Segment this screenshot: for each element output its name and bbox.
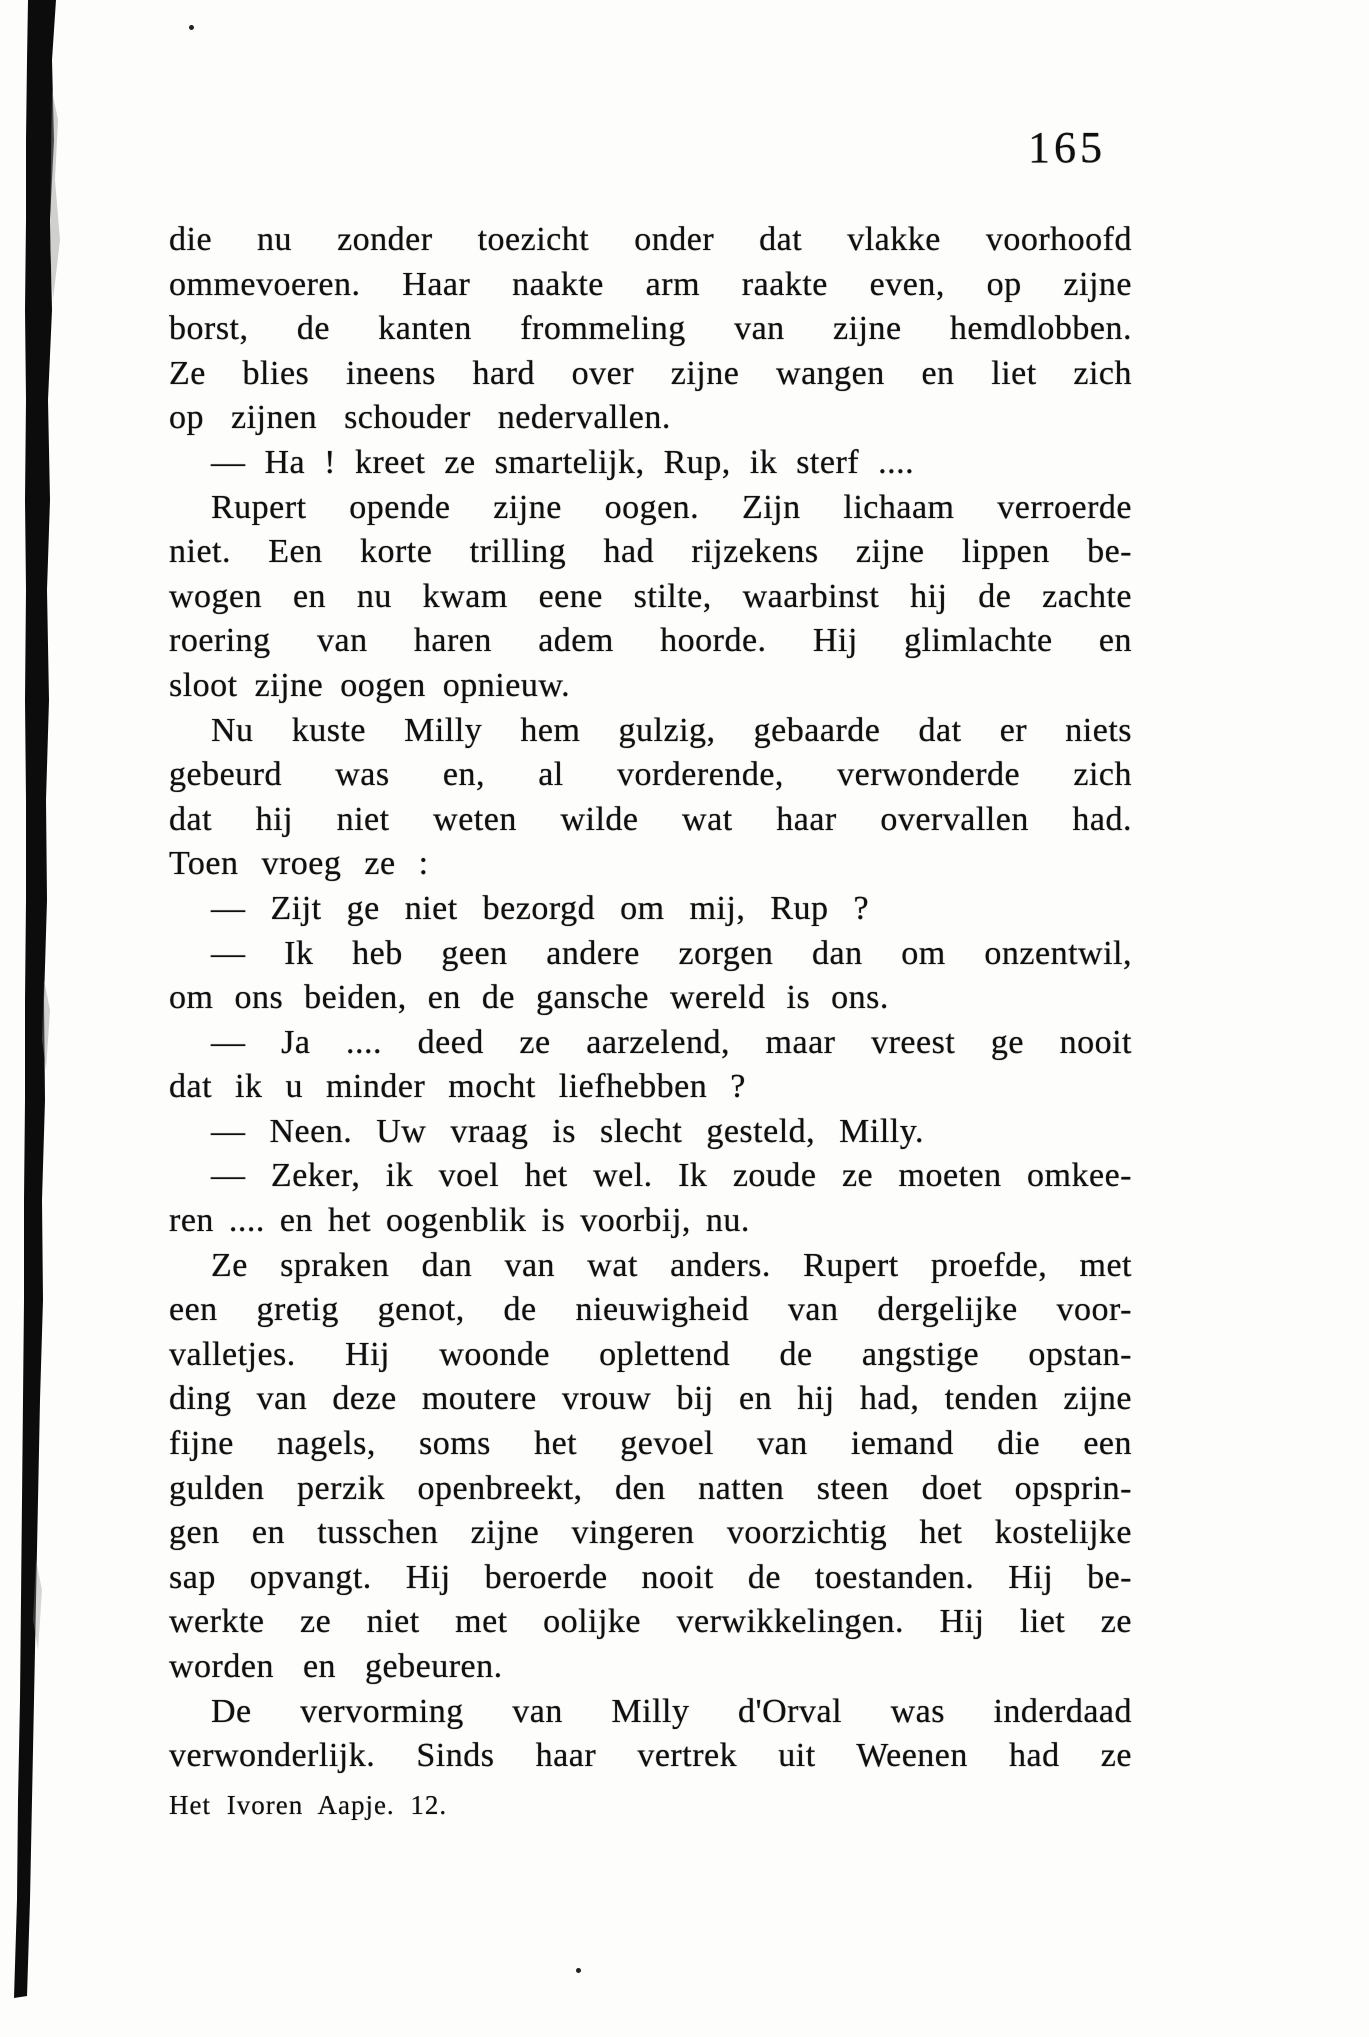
- text-line: borst, de kanten frommeling van zijne hemdlobben.: [169, 310, 1132, 348]
- text-line: die nu zonder toezicht onder dat vlakke voorhoofd: [169, 221, 1132, 258]
- text-line: niet. Een korte trilling had rijzekens zijne lippen be-: [169, 533, 1132, 571]
- text-line: een gretig genot, de nieuwigheid van dergelijke voor-: [169, 1291, 1132, 1329]
- page-text-block: [169, 218, 1132, 1779]
- running-footer: Het Ivoren Aapje. 12.: [169, 1790, 448, 1820]
- page-number: 165: [1028, 123, 1106, 172]
- book-gutter-shadow: [0, 0, 80, 2037]
- text-line: gulden perzik openbreekt, den natten steen doet opsprin-: [169, 1469, 1132, 1507]
- text-line: worden en gebeuren.: [169, 1648, 503, 1685]
- text-line: De vervorming van Milly d'Orval was inderdaad: [211, 1692, 1132, 1730]
- text-line: — Ha ! kreet ze smartelijk, Rup, ik sterf ....: [211, 443, 915, 481]
- text-line: ding van deze moutere vrouw bij en hij had, tenden zijne: [169, 1380, 1132, 1418]
- text-line: verwonderlijk. Sinds haar vertrek uit Weenen had ze: [169, 1737, 1132, 1775]
- text-line: Ze spraken dan van wat anders. Rupert proefde, met: [211, 1246, 1132, 1284]
- text-line: roering van haren adem hoorde. Hij glimlachte en: [169, 622, 1132, 660]
- scan-speck: [189, 25, 194, 30]
- text-line: ommevoeren. Haar naakte arm raakte even, op zijne: [169, 265, 1132, 303]
- text-line: om ons beiden, en de gansche wereld is ons.: [169, 979, 889, 1017]
- text-line: gen en tusschen zijne vingeren voorzichtig het kostelijke: [169, 1514, 1132, 1552]
- text-line: Toen vroeg ze :: [169, 845, 429, 883]
- text-line: — Neen. Uw vraag is slecht gesteld, Milly.: [211, 1112, 924, 1150]
- text-line: wogen en nu kwam eene stilte, waarbinst hij de zachte: [169, 577, 1132, 615]
- text-line: werkte ze niet met oolijke verwikkelingen. Hij liet ze: [169, 1603, 1132, 1641]
- text-line: Rupert opende zijne oogen. Zijn lichaam verroerde: [211, 488, 1132, 526]
- text-line: ren .... en het oogenblik is voorbij, nu.: [169, 1202, 750, 1240]
- text-line: valletjes. Hij woonde oplettend de angstige opstan-: [169, 1335, 1132, 1373]
- text-line: — Ik heb geen andere zorgen dan om onzentwil,: [211, 934, 1132, 972]
- scan-speck: [576, 1968, 581, 1973]
- text-line: — Ja .... deed ze aarzelend, maar vreest ge nooit: [211, 1023, 1132, 1061]
- text-line: Nu kuste Milly hem gulzig, gebaarde dat er niets: [211, 711, 1132, 749]
- text-line: dat ik u minder mocht liefhebben ?: [169, 1068, 746, 1106]
- text-line: Ze blies ineens hard over zijne wangen en liet zich: [169, 354, 1132, 392]
- text-line: fijne nagels, soms het gevoel van iemand die een: [169, 1425, 1132, 1463]
- text-line: — Zijt ge niet bezorgd om mij, Rup ?: [211, 889, 870, 927]
- text-line: — Zeker, ik voel het wel. Ik zoude ze moeten omkee-: [211, 1157, 1132, 1195]
- text-line: sap opvangt. Hij beroerde nooit de toestanden. Hij be-: [169, 1558, 1132, 1596]
- text-line: dat hij niet weten wilde wat haar overvallen had.: [169, 800, 1132, 838]
- text-line: sloot zijne oogen opnieuw.: [169, 666, 571, 704]
- text-line: op zijnen schouder nedervallen.: [169, 399, 671, 437]
- text-line: gebeurd was en, al vorderende, verwonderde zich: [169, 756, 1132, 794]
